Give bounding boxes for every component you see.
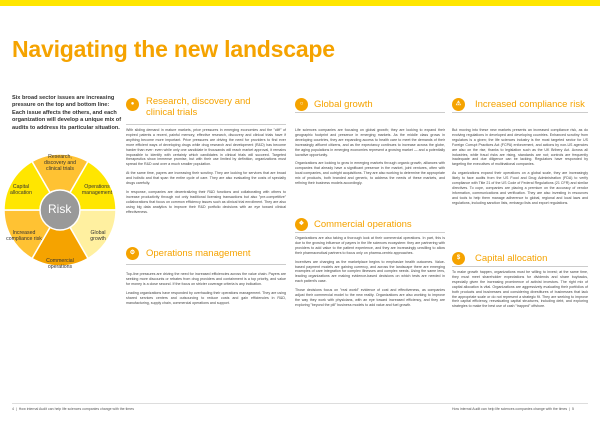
top-accent-bar [0,0,600,6]
segment-label-research: Research, discovery and clinical trials [43,154,76,172]
global-body [295,128,445,190]
research-paragraph: With sliding demand in mature markets, price pressures in emerging economies and the "cliff" of expired patents a recent, painful memory, effective research, discovery and clinical trials have if anything become more important. Price pressures are driving the need for providers to find ever more efficient ways of developing drugs while drug research and development (R&D) has become harder than ever: even while only one candidate in thousands will reach market approval, it remains impossible to identify with certainty which candidates in clinical trials will succeed. Targeted therapeutics show immense promise, but with their use limited by definition, organizations must spread the R&D cost over a much smaller population. [126,128,286,167]
globe-icon: ○ [295,98,308,111]
commercial-paragraph: Those decisions focus on "real world" evidence of cost and effectiveness, as companies adjust their commercial model to the new reality. Organizations are also working to improve the way they work with physicians, with an eye toward increased efficiency, and they are exploring "beyond the pill" business models to add value and fuel growth. [295,288,445,307]
page-title: Navigating the new landscape [12,36,335,62]
segment-label-commercial: Commercial operations [46,258,74,270]
segment-label-compliance: Increased compliance risk [6,230,42,242]
operations-paragraph: Leading organizations have responded by overhauling their operations management. They are using shared services centers and outsourcing to reduce costs and gain efficiencies in R&D, manufacturing, supply chain, commercial operations and support. [126,290,286,305]
compliance-icon: ⚠ [452,98,465,111]
commercial-heading: Commercial operations [314,219,412,230]
capital-icon: $ [452,252,465,265]
capital-body [452,270,588,313]
footer-divider [12,403,588,404]
commercial-divider [295,232,445,233]
capital-heading: Capital allocation [475,253,548,264]
segment-label-capital: Capital allocation [10,184,32,196]
operations-icon: ⚙ [126,247,139,260]
commercial-body [295,236,445,312]
research-paragraph: In response, companies are decentralizing their R&D functions and collaborating with others to increase productivity through not only traditional licensing transactions but also "pre-competitive" collaborations that focus on common efficiency issues such as clinical trial enrollment. They are also using big data analytics to improve their R&D portfolio decisions with an eye toward clinical effectiveness. [126,189,286,214]
operations-divider [126,264,286,265]
global-paragraph: Life sciences companies are focusing on global growth; they are looking to expand their geographic footprint and presence in emerging markets. As the middle class grows in developing countries, they are expanding access to health care to meet the demands of their increasingly affluent citizens, and as the expectancy continues to increase across the globe, the aging populations in emerging economies represent a growing market — and a potentially lucrative opportunity. [295,128,445,157]
compliance-heading: Increased compliance risk [475,99,585,110]
capital-paragraph: To make growth happen, organizations must be willing to invest; at the same time, they must meet shareholder expectations for dividends and share buybacks, especially given the increasing prominence of activist investors. The right mix of capital allocation is vital. Organizations are aggressively evaluating their portfolios of both products and businesses and considering divestitures of businesses that lack the appropriate scale or do not represent a strategic fit. They are seeking to improve their capital efficiency, reevaluating capital structures, including debt, and exploring strategies to make the best use of cash "trapped" offshore. [452,270,588,309]
compliance-paragraph: As organizations expand their operations on a global scale, they are increasingly likely to face audits from the US Food and Drug Administration (FDA) to verify compliance with Title 21 of the US Code of Federal Regulations (21 CFR) and similar directives. To cope, companies are placing a premium on the accuracy of vendor information, communications and verification. They are also investing in resources and tools to help them manage adherence to global, regional and local laws and regulations, including sanction lists, embargo lists and export regulations. [452,171,588,205]
footer-right: How internal Audit can help life sciences companies change with the times | 5 [452,407,574,411]
footer-text-left: How internal Audit can help life sciences companies change with the times [18,407,134,411]
research-heading: Research, discovery and clinical trials [146,96,251,118]
commercial-paragraph: Incentives are changing as the marketplace begins to emphasize health outcomes. Value-based payment models are gaining currency, and across the landscape there are emerging examples of care integration for complex illnesses and complex needs. Using the same lens, leading organizations are making evidence-based decisions on which tests are needed in each patient's case. [295,259,445,284]
compliance-body [452,128,588,210]
global-heading: Global growth [314,99,373,110]
risk-center-label: Risk [48,202,72,216]
compliance-paragraph: But moving into these new markets presents an increased compliance risk, as do evolving regulations in developed and developing countries. Enhanced scrutiny from regulators is a given; the life sciences industry is the most targeted sector for US Foreign Corrupt Practices Act (FCPA) enforcement, and actions by non-US agencies are also on the rise, thanks to legislation such as the UK Bribery Act. Across all industries, while fraud risks are rising, standards are not; controls are frequently inadequate and due diligence can be lacking. Regulators have responded by targeting the executives of multinational companies. [452,128,588,167]
compliance-divider [452,112,588,113]
footer-text-right: How internal Audit can help life sciences companies change with the times [452,407,568,411]
page-number-left: 4 [12,407,14,411]
research-paragraph: At the same time, payers are increasing their scrutiny. They are looking for services that are broad and holistic and that span the entire cycle of care. They are also evaluating the costs of specialty drugs carefully. [126,171,286,186]
page-number-right: 5 [572,407,574,411]
operations-body [126,272,286,309]
footer-left: 4 | How internal Audit can help life sciences companies change with the times [12,407,134,411]
segment-label-operations: Operations management [81,184,113,196]
risk-diagram [0,132,120,272]
segment-label-global: Global growth [90,230,106,242]
research-icon: ● [126,98,139,111]
commercial-icon: ❖ [295,218,308,231]
global-divider [295,112,445,113]
intro-text: Six broad sector issues are increasing pressure on the top and bottom line: Each issue affects the others, and each organization will develop a unique mix of audits to address its particular situation. [12,95,122,131]
operations-paragraph: Top-line pressures are driving the need for increased efficiencies across the value chain. Payers are seeking more discounts or rebates from drug providers and containment is a top priority, and value for money is a close second. If the focus on stricter coverage criteria is any indication. [126,272,286,286]
research-body [126,128,286,219]
commercial-paragraph: Organizations are also taking a thorough look at their commercial operations. In part, this is due to the growing influence of payers in the life sciences ecosystem: they are partnering with providers to add value to the patient experience, and they are increasingly unwilling to allow their pharmaceutical partners to focus only on pharma-centric approaches. [295,236,445,255]
capital-divider [452,266,588,267]
research-divider [126,124,286,125]
operations-heading: Operations management [146,248,251,259]
global-paragraph: Organizations are looking to grow in emerging markets through organic growth, alliances with companies that already have a significant presence in the market, joint ventures, often with local companies, and outright acquisitions. They are also working to determine the appropriate mix of products, both branded and generic, to address the needs of these markets, and refining their business models accordingly. [295,161,445,186]
